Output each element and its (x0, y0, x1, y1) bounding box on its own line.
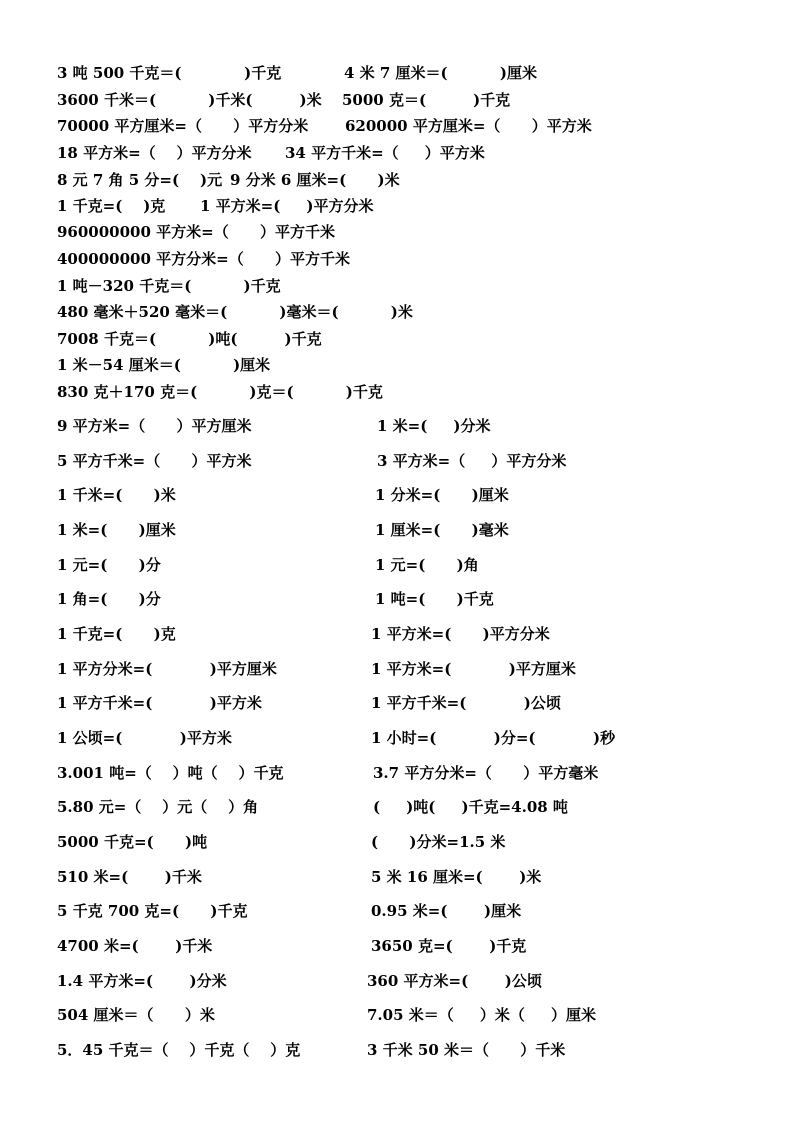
problem: 1 米=( )分米 (377, 417, 491, 435)
problem: 5000 千克=( )吨 (57, 833, 208, 851)
problem: 5000 克＝( )千克 (342, 91, 511, 109)
problem: 18 平方米=（ ）平方分米 (57, 144, 252, 162)
problem: 1 元=( )分 (57, 556, 161, 574)
problem: 70000 平方厘米=（ ）平方分米 (57, 117, 309, 135)
problem: 1 角=( )分 (57, 590, 161, 608)
problem: 3650 克=( )千克 (371, 937, 527, 955)
problem: 3 吨 500 千克＝( )千克 (57, 64, 282, 82)
problem: 1 米－54 厘米＝( )厘米 (57, 356, 271, 374)
problem: 1 千克=( )克 (57, 197, 166, 215)
problem: 5．45 千克＝（ ）千克（ ）克 (57, 1041, 301, 1059)
problem: 1 吨=( )千克 (375, 590, 494, 608)
problem: 1 公顷=( )平方米 (57, 729, 232, 747)
problem: 1 平方米=( )平方厘米 (371, 660, 576, 678)
problem: 1.4 平方米=( )分米 (57, 972, 227, 990)
problem: 5 米 16 厘米=( )米 (371, 868, 542, 886)
problem: 400000000 平方分米=（ ）平方千米 (57, 250, 351, 268)
problem: 1 平方千米=( )公顷 (371, 694, 561, 712)
problem: ( )吨( )千克=4.08 吨 (373, 798, 568, 816)
problem: 830 克＋170 克＝( )克＝( )千克 (57, 383, 383, 401)
problem: 3600 千米＝( )千米( )米 (57, 91, 322, 109)
problem: 9 平方米=（ ）平方厘米 (57, 417, 252, 435)
problem: 504 厘米＝（ ）米 (57, 1006, 215, 1024)
problem: 960000000 平方米=（ ）平方千米 (57, 223, 336, 241)
problem: 7008 千克＝( )吨( )千克 (57, 330, 322, 348)
problem: ( )分米=1.5 米 (371, 833, 506, 851)
problem: 3 平方米=（ ）平方分米 (377, 452, 567, 470)
problem: 4 米 7 厘米＝( )厘米 (344, 64, 537, 82)
problem: 3 千米 50 米＝（ ）千米 (367, 1041, 566, 1059)
problem: 510 米=( )千米 (57, 868, 202, 886)
problem: 1 元=( )角 (375, 556, 479, 574)
problem: 3.001 吨=（ ）吨（ ）千克 (57, 764, 284, 782)
problem: 1 平方米=( )平方分米 (200, 197, 374, 215)
problem: 1 厘米=( )毫米 (375, 521, 509, 539)
problem: 9 分米 6 厘米=( )米 (230, 171, 400, 189)
problem: 1 千米=( )米 (57, 486, 176, 504)
problem: 1 平方分米=( )平方厘米 (57, 660, 277, 678)
problem: 1 小时=( )分=( )秒 (371, 729, 616, 747)
problem: 1 千克=( )克 (57, 625, 176, 643)
problem: 5 千克 700 克=( )千克 (57, 902, 248, 920)
problem: 620000 平方厘米=（ ）平方米 (345, 117, 592, 135)
problem: 34 平方千米=（ ）平方米 (285, 144, 485, 162)
problem: 1 平方米=( )平方分米 (371, 625, 550, 643)
problem: 1 平方千米=( )平方米 (57, 694, 262, 712)
problem: 5.80 元=（ ）元（ ）角 (57, 798, 259, 816)
problem: 0.95 米=( )厘米 (371, 902, 522, 920)
problem: 360 平方米=( )公顷 (367, 972, 542, 990)
problem: 7.05 米＝（ ）米（ ）厘米 (367, 1006, 596, 1024)
problem: 1 吨－320 千克＝( )千克 (57, 277, 281, 295)
problem: 1 米=( )厘米 (57, 521, 176, 539)
problem: 4700 米=( )千米 (57, 937, 213, 955)
problem: 1 分米=( )厘米 (375, 486, 509, 504)
problem: 8 元 7 角 5 分=( )元 (57, 171, 223, 189)
problem: 3.7 平方分米=（ ）平方毫米 (373, 764, 599, 782)
problem: 480 毫米＋520 毫米＝( )毫米＝( )米 (57, 303, 413, 321)
problem: 5 平方千米=（ ）平方米 (57, 452, 252, 470)
